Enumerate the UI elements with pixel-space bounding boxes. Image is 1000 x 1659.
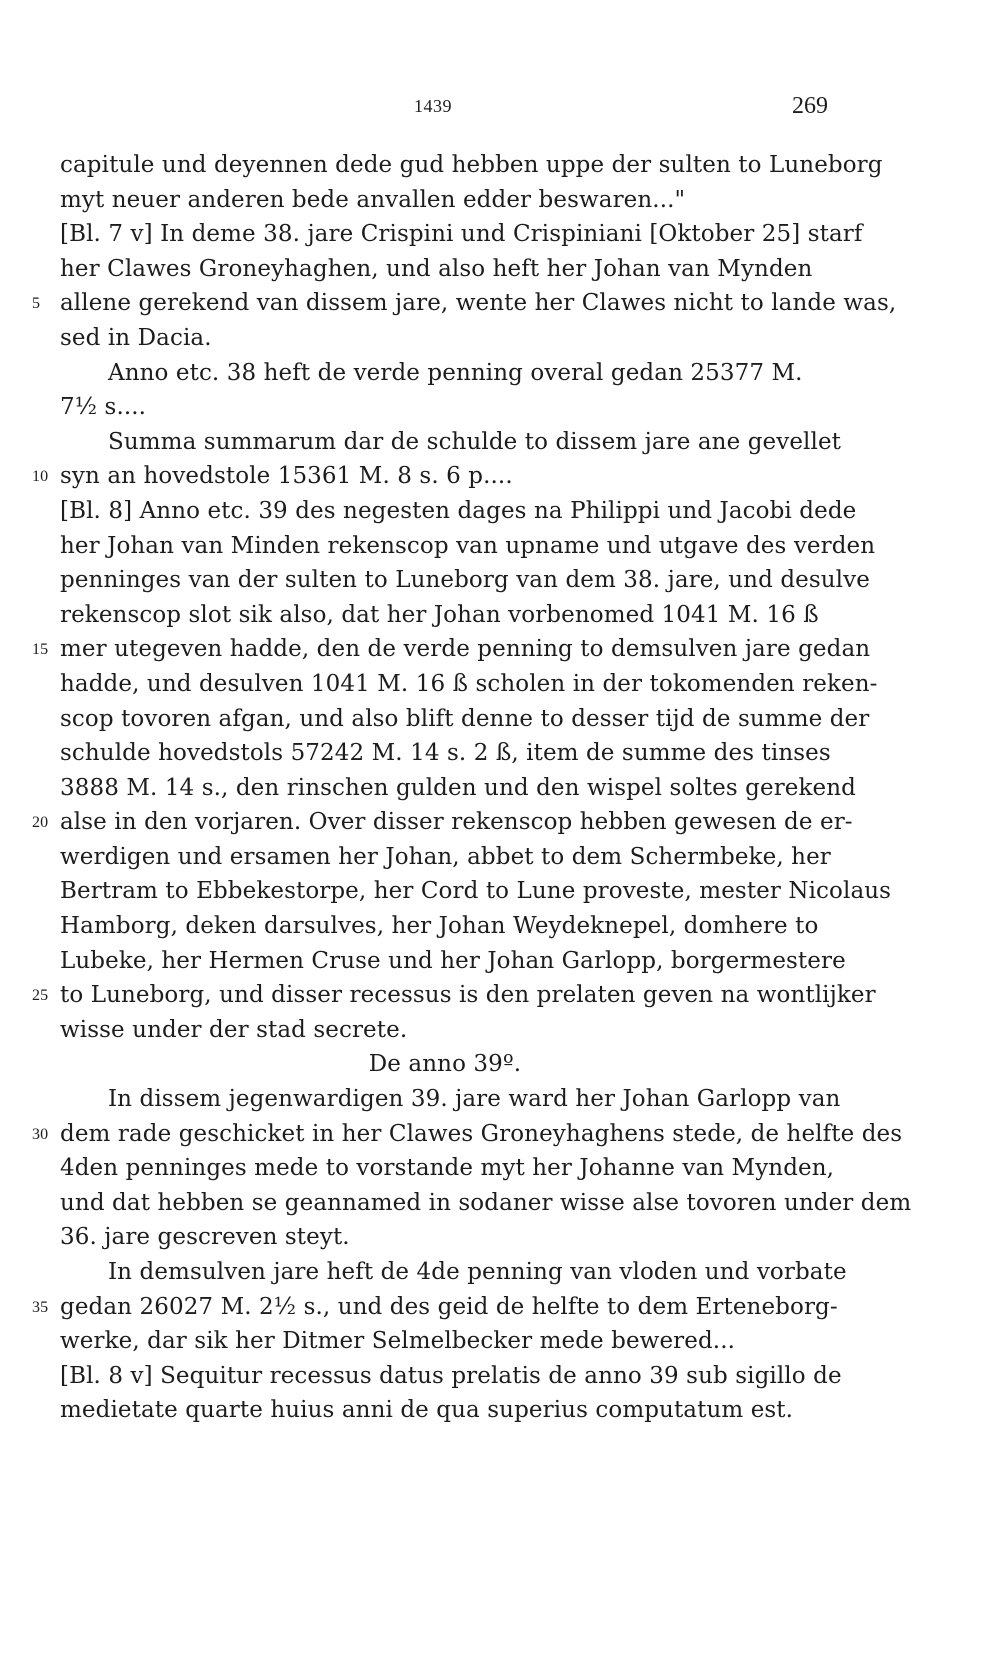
line-text: mer utegeven hadde, den de verde penning to demsulven jare gedan (60, 636, 871, 663)
line-text: Hamborg, deken darsulves, her Johan Weydeknepel, domhere to (60, 913, 819, 940)
line-text: In dissem jegenwardigen 39. jare ward her Johan Garlopp van (108, 1086, 841, 1113)
line-text: 7½ s.... (60, 394, 147, 421)
text-line (60, 771, 857, 806)
line-text: her Johan van Minden rekenscop van upname und utgave des verden (60, 532, 876, 559)
text-line (60, 840, 830, 875)
line-text: [Bl. 8 v] Sequitur recessus datus prelatis de anno 39 sub sigillo de (60, 1362, 842, 1389)
line-number: 30 (32, 1125, 49, 1143)
line-text: werke, dar sik her Ditmer Selmelbecker mede bewered... (60, 1328, 736, 1355)
text-line (60, 529, 876, 564)
line-text: 3888 M. 14 s., den rinschen gulden und den wispel soltes gerekend (60, 774, 857, 801)
line-text: Bertram to Ebbekestorpe, her Cord to Lune proveste, mester Nicolaus (60, 878, 892, 905)
section-heading (60, 1047, 830, 1082)
text-line (60, 1082, 841, 1117)
line-text: und dat hebben se geannamed in sodaner wisse alse tovoren under dem (60, 1189, 912, 1216)
text-line (32, 286, 897, 321)
line-text: [Bl. 8] Anno etc. 39 des negesten dages na Philippi und Jacobi dede (60, 497, 857, 524)
line-number: 20 (32, 814, 49, 832)
text-line (60, 909, 830, 944)
text-line (60, 494, 857, 529)
text-line (60, 1220, 830, 1255)
line-text: schulde hovedstols 57242 M. 14 s. 2 ß, item de summe des tinses (60, 740, 831, 767)
line-text: De anno 39º. (368, 1051, 522, 1078)
line-text: Anno etc. 38 heft de verde penning overal gedan 25377 M. (108, 359, 803, 386)
line-text: dem rade geschicket in her Clawes Groneyhaghens stede, de helfte des (60, 1120, 903, 1147)
text-line (60, 563, 870, 598)
line-text: myt neuer anderen bede anvallen edder beswaren..." (60, 186, 686, 213)
line-text: syn an hovedstole 15361 M. 8 s. 6 p.... (60, 463, 513, 490)
line-text: sed in Dacia. (60, 324, 212, 351)
line-text: penninges van der sulten to Luneborg van dem 38. jare, und desulve (60, 567, 870, 594)
line-text: 36. jare gescreven steyt. (60, 1224, 350, 1251)
text-line (60, 1359, 842, 1394)
text-line (32, 1290, 838, 1325)
text-line (60, 425, 842, 460)
text-line (60, 667, 878, 702)
text-line (32, 978, 876, 1013)
text-line (60, 217, 863, 252)
text-line (60, 1151, 835, 1186)
text-line (60, 1186, 912, 1221)
text-line (60, 183, 830, 218)
text-line (60, 702, 870, 737)
line-text: medietate quarte huius anni de qua superius computatum est. (60, 1397, 794, 1424)
text-line (60, 1393, 830, 1428)
line-text: her Clawes Groneyhaghen, und also heft her Johan van Mynden (60, 255, 813, 282)
line-text: Lubeke, her Hermen Cruse und her Johan Garlopp, borgermestere (60, 947, 846, 974)
line-text: hadde, und desulven 1041 M. 16 ß scholen in der tokomenden reken- (60, 670, 878, 697)
text-line (60, 321, 830, 356)
line-text: capitule und deyennen dede gud hebben uppe der sulten to Luneborg (60, 152, 883, 178)
text-line (60, 736, 830, 771)
text-line (60, 1013, 830, 1048)
text-line (60, 944, 846, 979)
line-number: 25 (32, 987, 49, 1005)
line-text: to Luneborg, und disser recessus is den prelaten geven na wontlijker (60, 982, 876, 1009)
line-number: 10 (32, 468, 49, 486)
body-text (32, 148, 912, 1428)
text-line (60, 874, 892, 909)
text-line (60, 356, 830, 391)
text-line (60, 1255, 847, 1290)
line-text: gedan 26027 M. 2½ s., und des geid de helfte to dem Erteneborg- (60, 1293, 838, 1320)
line-text: scop tovoren afgan, und also blift denne to desser tijd de summe der (60, 705, 870, 732)
line-text: Summa summarum dar de schulde to dissem jare ane gevellet (108, 428, 842, 455)
text-line (32, 805, 853, 840)
text-line (60, 1324, 830, 1359)
line-text: rekenscop slot sik also, dat her Johan vorbenomed 1041 M. 16 ß (60, 601, 819, 628)
line-text: alse in den vorjaren. Over disser rekenscop hebben gewesen de er- (60, 809, 853, 836)
line-text: [Bl. 7 v] In deme 38. jare Crispini und Crispiniani [Oktober 25] starf (60, 221, 863, 248)
text-line (60, 598, 830, 633)
line-text: allene gerekend van dissem jare, wente her Clawes nicht to lande was, (60, 290, 897, 317)
text-line (60, 252, 830, 287)
text-line (32, 459, 830, 494)
line-text: 4den penninges mede to vorstande myt her Johanne van Mynden, (60, 1155, 835, 1182)
line-text: wisse under der stad secrete. (60, 1016, 408, 1043)
text-line (60, 390, 830, 425)
line-number: 5 (32, 295, 41, 313)
line-text: werdigen und ersamen her Johan, abbet to dem Schermbeke, her (60, 843, 831, 870)
line-number: 35 (32, 1298, 49, 1316)
page-number: 269 (792, 93, 828, 119)
text-line (32, 632, 871, 667)
running-header-year: 1439 (414, 96, 452, 116)
line-text: In demsulven jare heft de 4de penning van vloden und vorbate (108, 1259, 847, 1285)
text-line (60, 148, 883, 183)
text-line (32, 1117, 903, 1152)
line-number: 15 (32, 641, 49, 659)
